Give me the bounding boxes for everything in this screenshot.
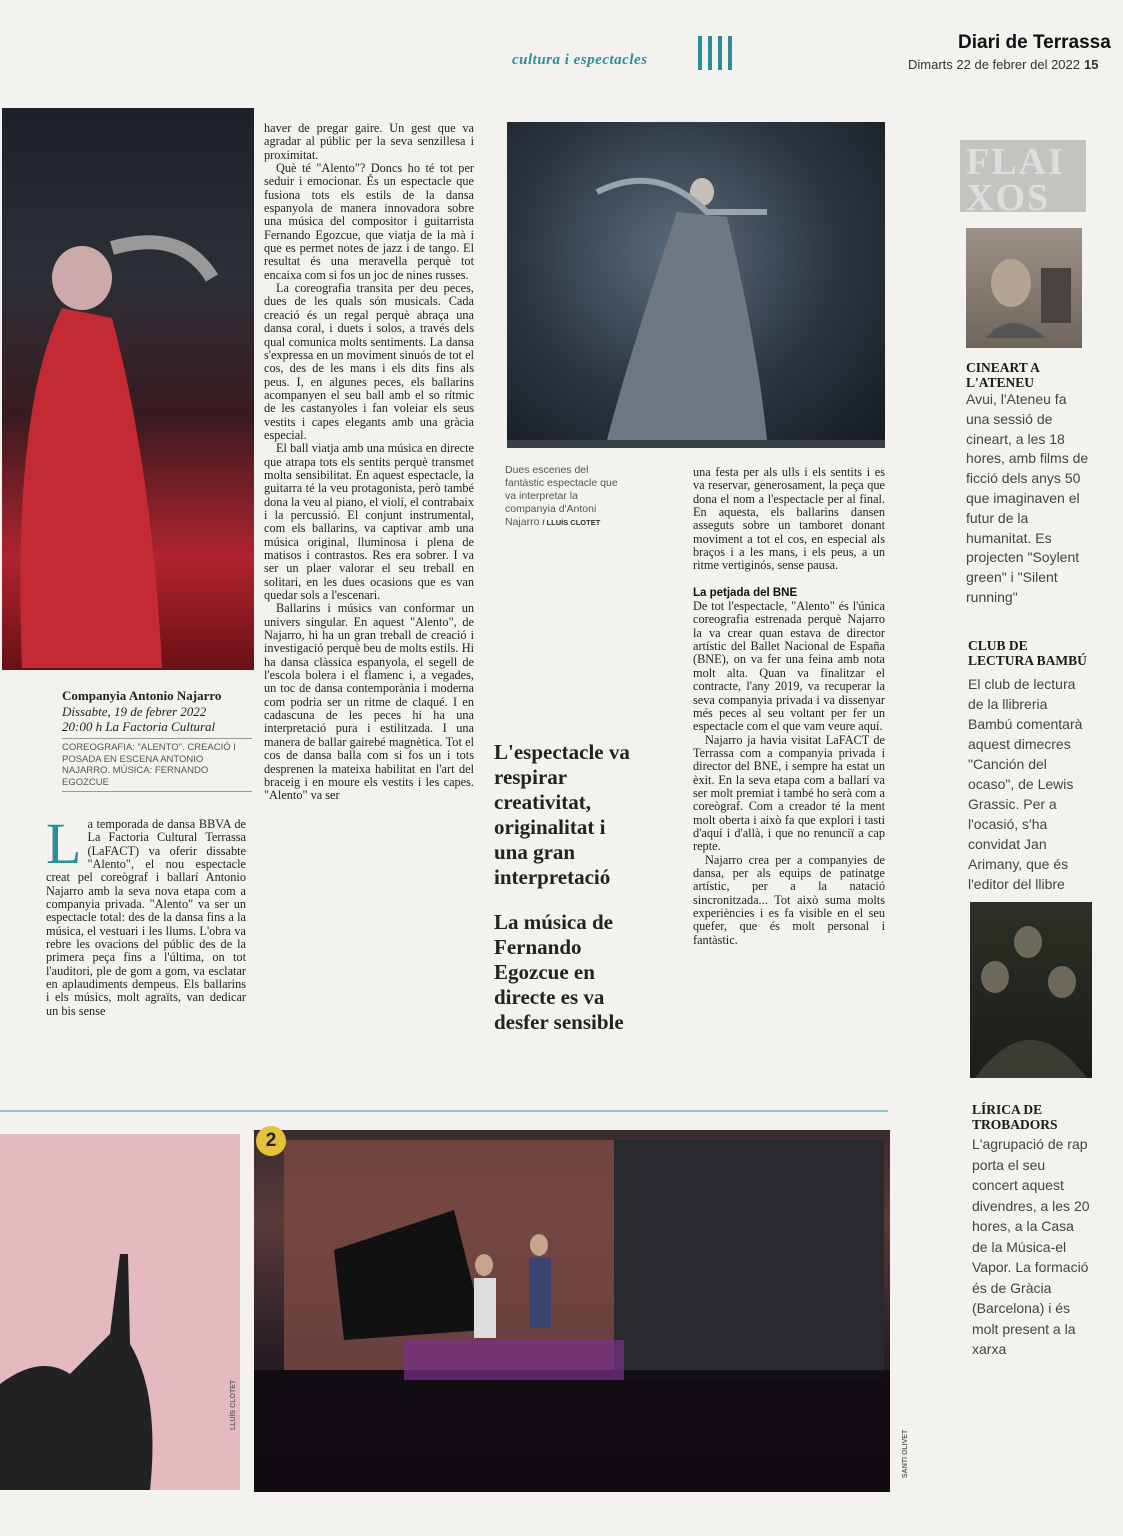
masthead: Diari de Terrassa bbox=[958, 32, 1111, 53]
concert-photo bbox=[254, 1130, 890, 1492]
flaixos-title-line1: FLAI bbox=[966, 141, 1065, 183]
dancer-figure-icon bbox=[2, 108, 254, 670]
paragraph: Najarro crea per a companyies de dansa, per als equips de patinatge artístic, per a la natació sincronitzada... Tot això suma molts experiències i es fa visible en el seu quefer, que és molt personal i fantàstic. bbox=[693, 852, 885, 947]
silhouette-icon bbox=[0, 1134, 240, 1490]
dropcap: L bbox=[46, 811, 82, 876]
flaix-item-3-body: L'agrupació de rap porta el seu concert aquest divendres, a les 20 hores, a la Casa de la Música-el Vapor. La formació és de Gràcia (Barcelona) i és molt present a la xarxa bbox=[972, 1136, 1090, 1357]
paragraph: haver de pregar gaire. Un gest que va agradar al públic per la seva senzillesa i proximitat. bbox=[264, 121, 474, 162]
paragraph: El ball viatja amb una música en directe que atrapa tots els sentits perquè transmet molta sensibilitat. En aquest espectacle, la guitarra té la veu protagonista, però també dona la veu al piano, el violí, el contrabaix i la percussió. El conjunt instrumental, com els ballarins, va captivar amb una música original, lluminosa i plena de matisos i contrastos. Res era sobrer. I va ser un plaer valorar el seu treball en solitari, en les dues ocasions que es van quedar sols a l'escenari. bbox=[264, 441, 474, 603]
flaix-item-3 bbox=[972, 1102, 1092, 1360]
flaix-item-1 bbox=[966, 360, 1091, 608]
flaix-item-2-head: CLUB DE LECTURA BAMBÚ bbox=[968, 638, 1087, 668]
section-divider bbox=[0, 1110, 888, 1112]
paragraph: Què té "Alento"? Doncs ho té tot per seduir i emocionar. És un espectacle que fusiona tots els estils de la dansa espanyola de manera innovadora sobre una música del compositor i guitarrista Fernando Egozcue, que viatja de la mà i que es permet notes de jazz i de tango. El resultat és una meravella perquè tot encaixa com si fos un joc de nines russes. bbox=[264, 161, 474, 282]
trobadors-photo bbox=[970, 902, 1092, 1078]
infobox-company: Companyia Antonio Najarro bbox=[62, 688, 222, 703]
flaixos-title bbox=[960, 140, 1086, 220]
infobox-time-place: 20:00 h La Factoria Cultural bbox=[62, 719, 216, 734]
infobox bbox=[62, 688, 252, 792]
photo-caption bbox=[505, 464, 629, 529]
poster-photo bbox=[0, 1134, 240, 1490]
photo-caption-credit: / LLUÍS CLOTET bbox=[542, 518, 601, 527]
flaix-item-1-head: CINEART A L'ATENEU bbox=[966, 360, 1040, 390]
article-col1 bbox=[46, 811, 246, 1018]
dateline bbox=[908, 57, 1098, 72]
section-label: cultura i espectacles bbox=[512, 52, 648, 68]
pull-quote-1: L'espectacle va respirar creativitat, originalitat i una gran interpretació bbox=[494, 740, 630, 889]
concert-stage-icon bbox=[254, 1130, 890, 1492]
photo-caption-text: Dues escenes del fantàstic espectacle que va interpretar la companyia d'Antoni Najarro bbox=[505, 464, 618, 528]
dancer-couple-icon bbox=[507, 122, 885, 448]
flaix-item-2-body: El club de lectura de la llibreria Bambú comentarà aquest dimecres "Canción del ocaso", de Lewis Grassic. Per a l'ocasió, s'ha convidat Jan Arimany, que és l'editor del llibre bbox=[968, 676, 1083, 892]
section-bars-icon bbox=[698, 36, 738, 70]
flaixos-header bbox=[960, 140, 1086, 219]
article-col2 bbox=[264, 122, 474, 803]
stage-photo bbox=[507, 122, 885, 448]
subhead: La petjada del BNE bbox=[693, 586, 798, 599]
flaix-item-2 bbox=[968, 638, 1093, 894]
paragraph: una festa per als ulls i els sentits i es va reservar, generosament, la peça que dona el nom a l'espectacle per al final. En aquesta, els ballarins dansen asseguts sobre un tamboret donant moviment a tot el cos, en especial als braços i a les mans, i els peus, a un ritme vertiginós, sense pausa. bbox=[693, 465, 885, 573]
flaix-item-3-head: LÍRICA DE TROBADORS bbox=[972, 1102, 1058, 1132]
paragraph: La coreografia transita per deu peces, dues de les quals són musicals. Cada creació és un regal perquè abraça una dansa coral, i duets i solos, a través dels qual comunica molts sentiments. La dansa s'expressa en un moviment sinuós de tot el cos, des de les mans i els dits fins als peus. I, en algunes peces, els ballarins acompanyen el seu ball amb el so rítmic de les castanyoles i fan voleiar els seus vestits i capes elegants amb una gràcia especial. bbox=[264, 281, 474, 442]
dancer-photo bbox=[2, 108, 254, 670]
page-number: 15 bbox=[1083, 57, 1099, 72]
paragraph: Najarro ja havia visitat LaFACT de Terrassa com a companyia privada i director del BNE, i sempre ha estat un èxit. En la seva etapa com a ballarí va ser molt premiat i també ho serà com a coreògraf. Com a creador té la ment molt oberta i això fa que explori i tasti d'aquí i d'allà, i que no renunciï a cap repte. bbox=[693, 732, 885, 854]
flaix-item-1-body: Avui, l'Ateneu fa una sessió de cineart, a les 18 hores, amb films de ficció dels anys 50 que imaginaven el futur de la humanitat. Es projecten "Soylent green" i "Silent running" bbox=[966, 391, 1089, 605]
infobox-credits: COREOGRAFIA: "ALENTO". CREACIÓ I POSADA EN ESCENA ANTONIO NAJARRO. MÚSICA: FERNANDO EGOZCUE bbox=[62, 738, 252, 792]
group-portrait-icon bbox=[970, 902, 1092, 1078]
photo-number-badge: 2 bbox=[256, 1126, 286, 1156]
cineart-photo bbox=[966, 228, 1082, 348]
credit-right: SANTI OLIVET bbox=[902, 1429, 909, 1478]
paragraph: De tot l'espectacle, "Alento" és l'única coreografia estrenada perquè Najarro la va crear quan estava de director artístic del Ballet Nacional de España (BNE), on va fer una feina amb nota molt alta. Quan va finalitzar el contracte, l'any 2019, va recuperar la seva companyia privada i va dissenyar més peces al seu voltant per fer un espectacle com el que vam veure aquí. bbox=[693, 599, 885, 734]
infobox-date: Dissabte, 19 de febrer 2022 bbox=[62, 704, 207, 719]
paragraph: Ballarins i músics van conformar un univers singular. En aquest "Alento", de Najarro, hi ha un gran treball de creació i investigació perquè beu de molts estils. Hi ha dansa clàssica espanyola, el segell de l'escola bolera i el flamenc i, a vegades, un toc de dansa contemporània i moderna com podria ser un ritme de claqué. I en cadascuna de les peces hi ha una interpretació pura i estilitzada. I una manera de ballar gairebé magnètica. Tot el cos de dansa balla com si fos un i tots desprenen la mateixa habilitat en l'art del braceig i en moure els vestits i les capes. "Alento" va ser bbox=[264, 601, 474, 803]
date: Dimarts 22 de febrer del 2022 bbox=[908, 57, 1080, 72]
article-lead: a temporada de dansa BBVA de La Factoria Cultural Terrassa (LaFACT) va oferir dissabte "Alento", el nou espectacle creat pel coreògraf i ballarí Antonio Najarro amb la seva nova etapa com a companyia privada. "Alento" va ser un espectacle total: des de la dansa fins a la música, el vestuari i les llums. L'obra va rebre les ovacions del públic des de la primera peça fins a l'última, on tot l'auditori, ple de gom a gom, va esclatar en aplaudiments dempeus. Els ballarins i els músics, molt agraïts, van dedicar un bis sense bbox=[46, 817, 246, 1018]
man-portrait-icon bbox=[966, 228, 1082, 348]
pull-quote-2: La música de Fernando Egozcue en directe es va desfer sensible bbox=[494, 910, 624, 1034]
flaixos-title-line2: XOS bbox=[966, 177, 1051, 219]
credit-left: LLUÍS CLOTET bbox=[230, 1379, 237, 1430]
article-col4 bbox=[693, 466, 885, 947]
